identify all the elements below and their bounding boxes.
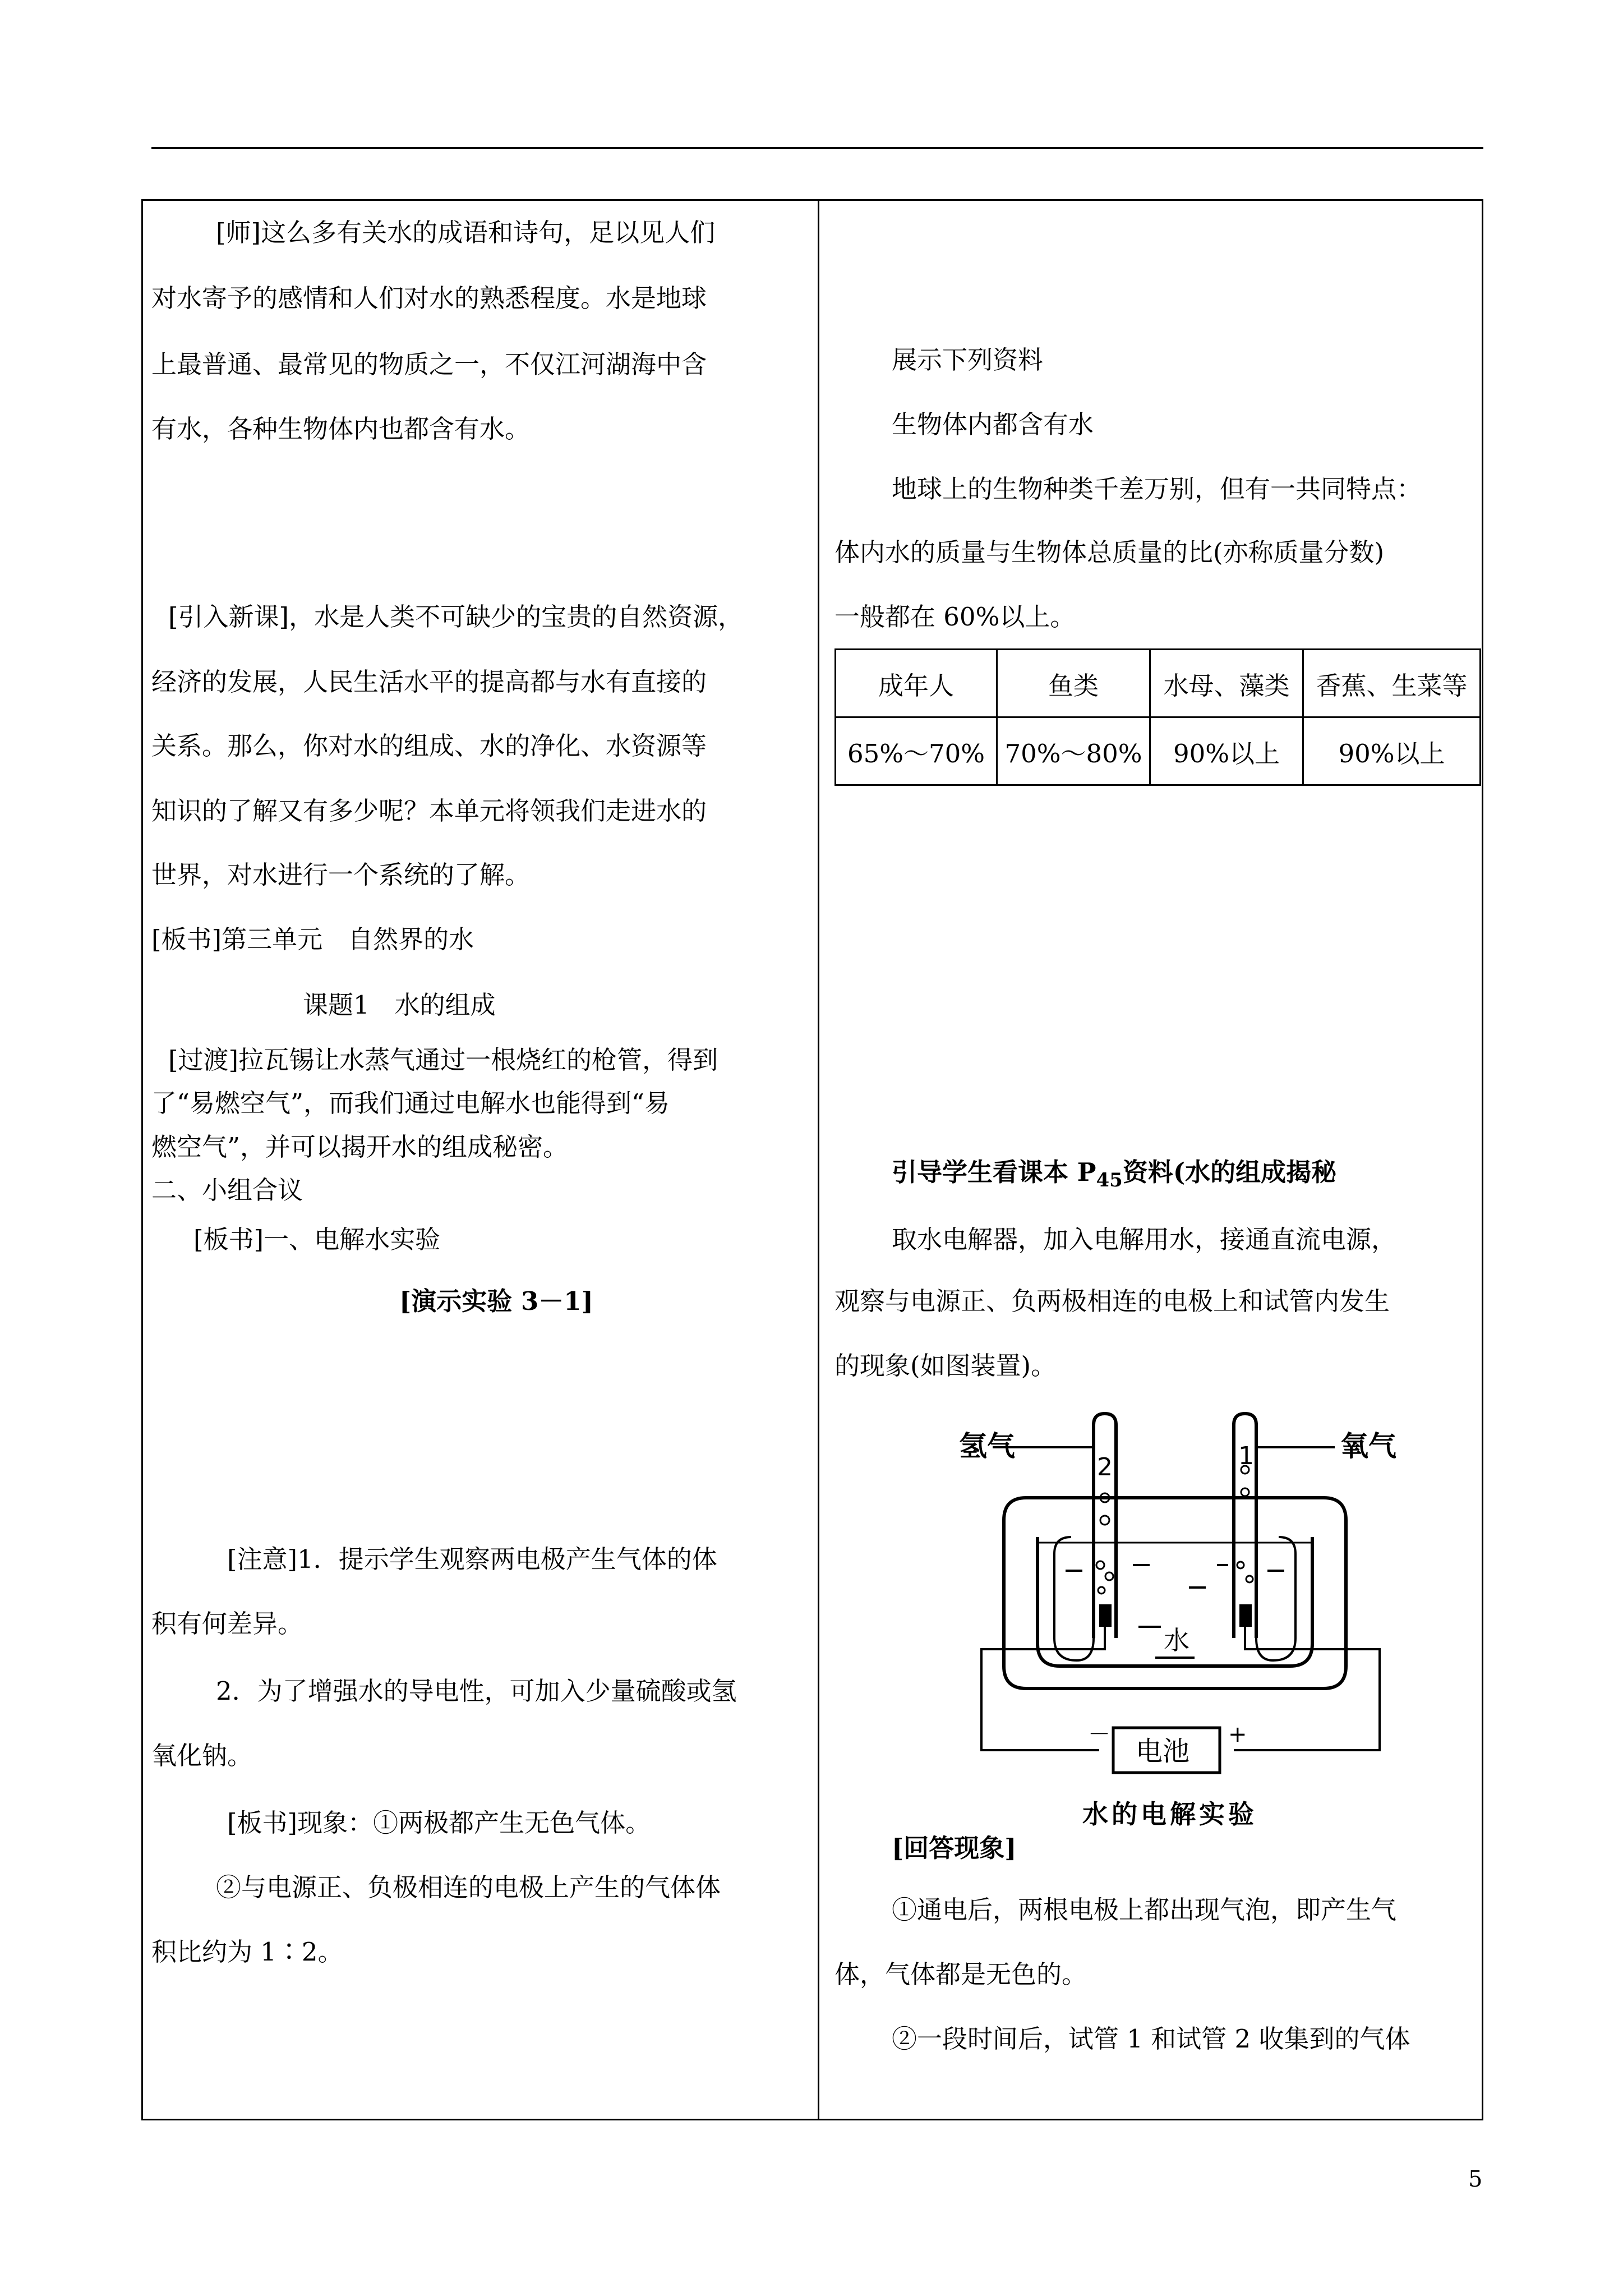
left-p2-line5: 世界，对水进行一个系统的了解。	[151, 860, 531, 890]
bio-text-line1: 地球上的生物种类千差万别，但有一共同特点：	[892, 474, 1422, 504]
bio-title: 生物体内都含有水	[892, 409, 1094, 439]
left-p2-line1: [引入新课]，水是人类不可缺少的宝贵的自然资源，	[168, 602, 744, 632]
guide-text-b: 资料(水的组成揭秘	[1122, 1157, 1337, 1187]
left-p2-line4: 知识的了解又有多少呢？本单元将领我们走进水的	[151, 796, 707, 826]
demo-experiment: [演示实验 3－1]	[399, 1286, 593, 1316]
battery-label: 电池	[1136, 1736, 1190, 1767]
note-line1: [注意]1．提示学生观察两电极产生气体的体	[227, 1544, 717, 1574]
answer-heading: [回答现象]	[892, 1833, 1017, 1863]
bio-text-line3: 一般都在 60%以上。	[834, 602, 1076, 632]
board-unit-title: [板书]第三单元 自然界的水	[151, 924, 474, 954]
show-materials: 展示下列资料	[892, 345, 1044, 375]
left-p2-line3: 关系。那么，你对水的组成、水的净化、水资源等	[151, 731, 707, 761]
lesson-title: 课题1 水的组成	[303, 990, 496, 1020]
water-label: 水	[1164, 1625, 1189, 1655]
left-p3-line3: 燃空气”，并可以揭开水的组成秘密。	[151, 1132, 569, 1162]
left-p3-line2: 了“易燃空气”，而我们通过电解水也能得到“易	[151, 1088, 670, 1118]
note2-line1: 2．为了增强水的导电性，可加入少量硫酸或氢	[216, 1676, 737, 1706]
left-p1-line2: 对水寄予的感情和人们对水的熟悉程度。水是地球	[151, 283, 707, 313]
exp-text-line1: 取水电解器，加入电解用水，接通直流电源，	[892, 1225, 1397, 1254]
tube1-label: 1	[1238, 1442, 1254, 1470]
table-header-cell: 水母、藻类	[1150, 650, 1303, 717]
table-cell: 90%以上	[1150, 717, 1303, 785]
column-divider	[818, 199, 819, 2120]
left-p1-line1: [师]这么多有关水的成语和诗句，足以见人们	[216, 218, 716, 247]
oxygen-label: 氧气	[1340, 1430, 1396, 1462]
answer1-line1: ①通电后，两根电极上都出现气泡，即产生气	[892, 1895, 1397, 1925]
guide-text-a: 引导学生看课本 P	[892, 1157, 1096, 1187]
obs2-line2: 积比约为 1∶2。	[151, 1937, 343, 1967]
section-heading: 二、小组合议	[151, 1175, 303, 1205]
table-cell: 90%以上	[1303, 717, 1481, 785]
obs2-line1: ②与电源正、负极相连的电极上产生的气体体	[216, 1872, 721, 1902]
guide-page-sub: 45	[1096, 1169, 1123, 1191]
figure-caption: 水的电解实验	[1082, 1799, 1257, 1829]
plus-sign: +	[1228, 1722, 1247, 1747]
page-number: 5	[1468, 2166, 1483, 2192]
table-header-row	[836, 650, 1481, 717]
exp-text-line2: 观察与电源正、负两极相连的电极上和试管内发生	[834, 1286, 1390, 1316]
exp-text-line3: 的现象(如图装置)。	[834, 1351, 1057, 1381]
bio-text-line2: 体内水的质量与生物体总质量的比(亦称质量分数)	[834, 537, 1385, 567]
hydrogen-label: 氢气	[959, 1430, 1015, 1462]
left-p1-line3: 上最普通、最常见的物质之一，不仅江河湖海中含	[151, 349, 707, 379]
left-p2-line2: 经济的发展，人民生活水平的提高都与水有直接的	[151, 667, 707, 697]
note2-line2: 氧化钠。	[151, 1741, 253, 1770]
guide-text	[892, 1156, 1336, 1197]
board-phenomenon: [板书]现象：①两极都产生无色气体。	[227, 1808, 651, 1838]
minus-sign: －	[1088, 1722, 1110, 1747]
tube2-label: 2	[1097, 1453, 1113, 1481]
answer2-line1: ②一段时间后，试管 1 和试管 2 收集到的气体	[892, 2024, 1410, 2054]
left-p1-line4: 有水，各种生物体内也都含有水。	[151, 414, 531, 444]
table-cell: 70%～80%	[997, 717, 1150, 785]
header-rule	[151, 147, 1483, 149]
electrolysis-figure	[953, 1402, 1413, 1829]
table-header-cell: 鱼类	[997, 650, 1150, 717]
left-p3-line1: [过渡]拉瓦锡让水蒸气通过一根烧红的枪管，得到	[168, 1045, 718, 1075]
note-line2: 积有何差异。	[151, 1609, 303, 1639]
table-header-cell: 香蕉、生菜等	[1303, 650, 1481, 717]
table-header-cell: 成年人	[836, 650, 997, 717]
table-cell: 65%～70%	[836, 717, 997, 785]
table-row	[836, 717, 1481, 785]
board-experiment: [板书]一、电解水实验	[193, 1225, 441, 1254]
answer1-line2: 体，气体都是无色的。	[834, 1959, 1087, 1989]
water-content-table	[834, 648, 1481, 786]
